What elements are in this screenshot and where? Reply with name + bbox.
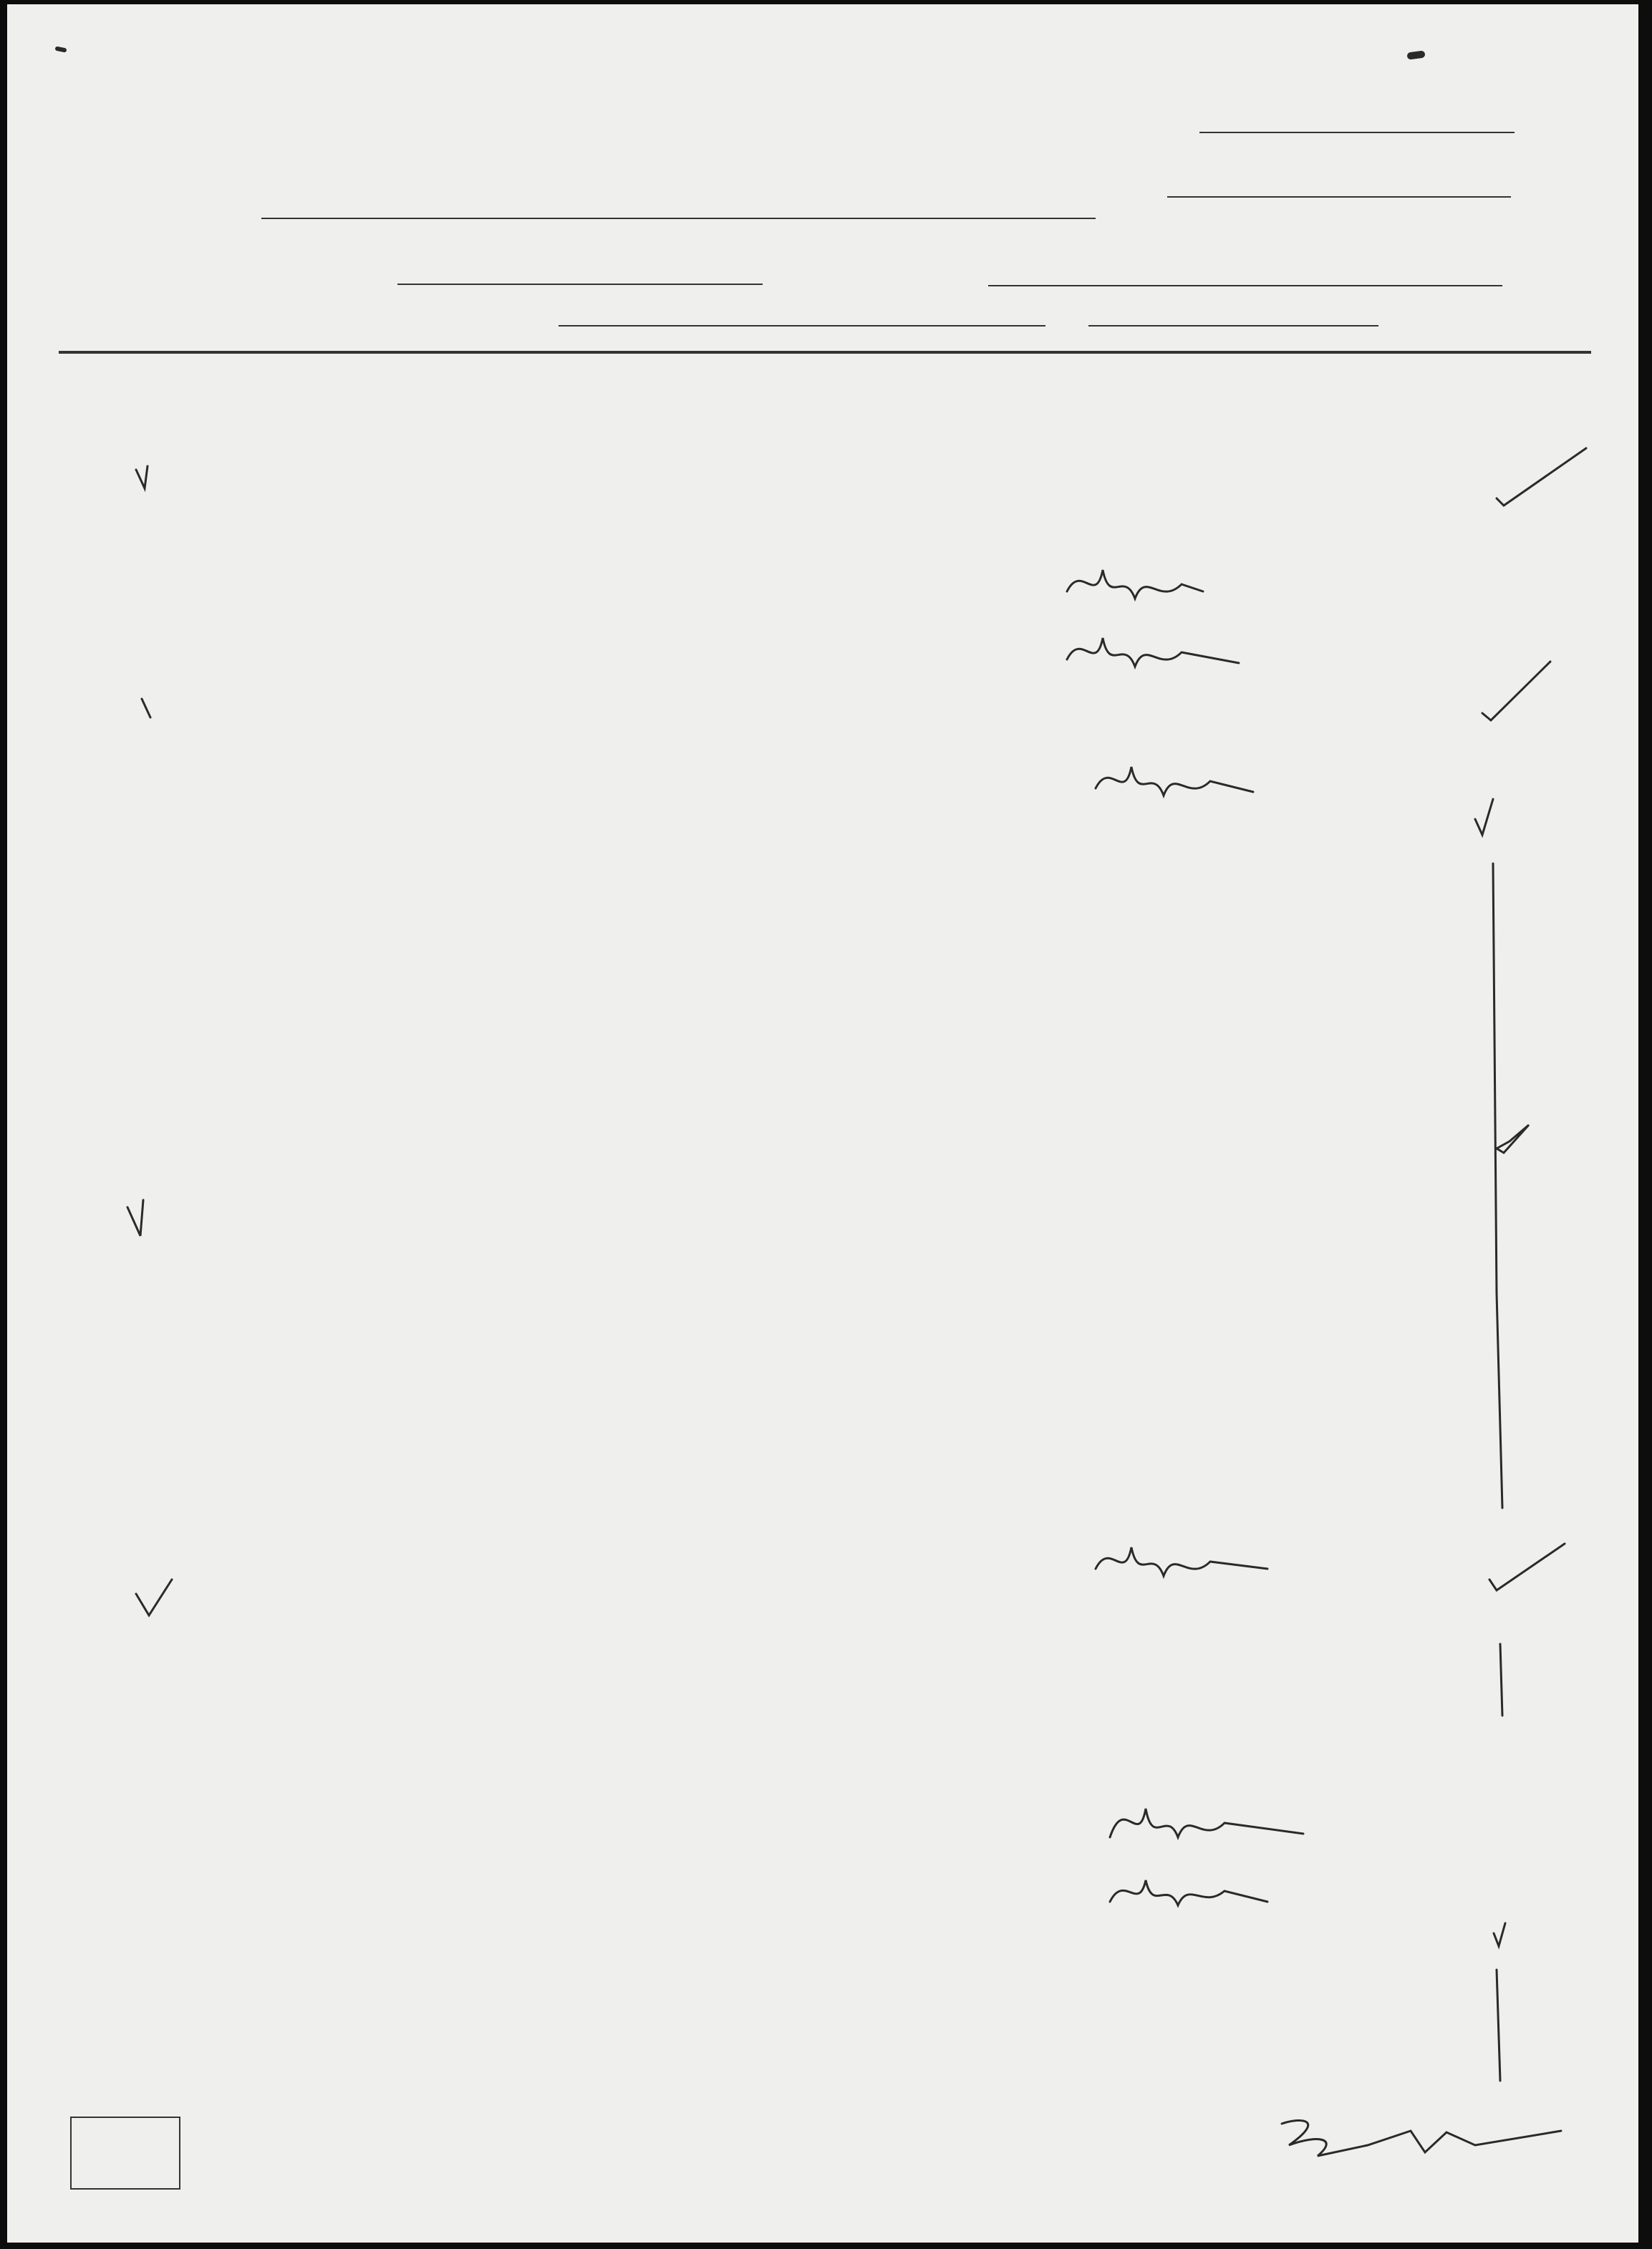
signature-mark (1096, 767, 1253, 795)
checkmark-icon (1475, 799, 1493, 835)
signature-mark (1110, 1880, 1267, 1905)
signature-mark (1110, 1809, 1303, 1837)
signature-mark (1067, 570, 1203, 599)
bracket-mark (1497, 1970, 1500, 2081)
checkmark-icon (1497, 1125, 1529, 1153)
bracket-mark (1500, 1644, 1502, 1716)
checkmark-icon (1482, 662, 1550, 720)
checkmark-icon (142, 699, 150, 717)
signature-mark (1067, 638, 1239, 667)
checkmark-icon (1489, 1544, 1565, 1590)
total-box (70, 2117, 180, 2190)
checkmark-icon (136, 466, 148, 488)
checkmark-icon (1497, 448, 1586, 506)
passenger-list-sheet (7, 4, 1638, 2243)
checkmark-icon (1494, 1923, 1505, 1946)
checkmark-icon (136, 1580, 172, 1615)
inspector-signature (1282, 2120, 1561, 2156)
checkmark-icon (127, 1200, 143, 1236)
handwritten-marks (7, 4, 1638, 2243)
speck-mark (57, 49, 64, 50)
speck-mark (1411, 54, 1421, 56)
signature-mark (1096, 1547, 1267, 1576)
bracket-mark (1493, 864, 1502, 1508)
